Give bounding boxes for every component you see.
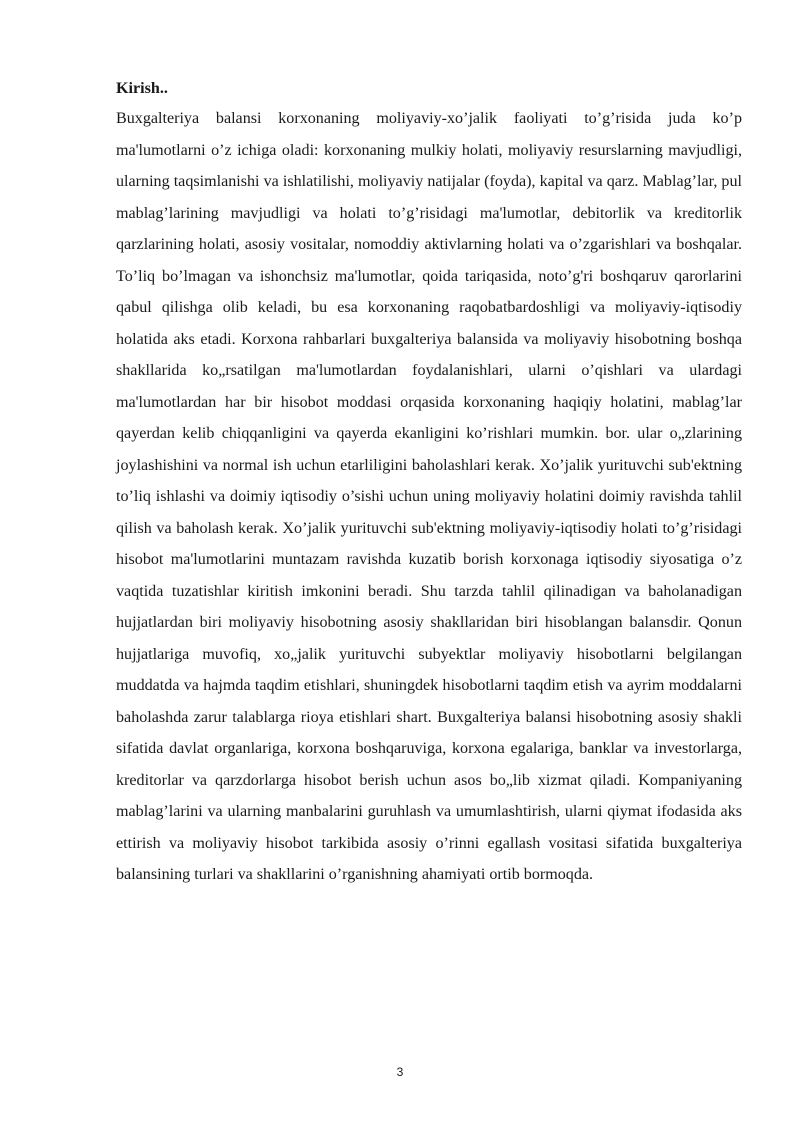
- section-heading: Kirish..: [116, 80, 168, 97]
- body-paragraph: Buxgalteriya balansi korxonaning moliyaviy-xo’jalik faoliyati to’g’risida juda ko’p ma'lumotlarni o’z ichiga oladi: korxonaning mulkiy holati, moliyaviy resurslarning mavjudligi, ularning taqsimlanishi va ishlatilishi, moliyaviy natijalar (foyda), kapital va qarz. Mablag’lar, pul mablag’larining mavjudligi va holati to’g’risidagi ma'lumotlar, debitorlik va kreditorlik qarzlarining holati, asosiy vositalar, nomoddiy aktivlarning holati va o’zgarishlari va boshqalar. To’liq bo’lmagan va ishonchsiz ma'lumotlar, qoida tariqasida, noto’g'ri boshqaruv qarorlarini qabul qilishga olib keladi, bu esa korxonaning raqobatbardoshligi va moliyaviy-iqtisodiy holatida aks etadi. Korxona rahbarlari buxgalteriya balansida va moliyaviy hisobotning boshqa shakllarida ko„rsatilgan ma'lumotlardan foydalanishlari, ularni o’qishlari va ulardagi ma'lumotlardan har bir hisobot moddasi orqasida korxonaning haqiqiy holatini, mablag’lar qayerdan kelib chiqqanligini va qayerda ekanligini ko’rishlari mumkin. bor. ular o„zlarining joylashishini va normal ish uchun etarliligini baholashlari kerak. Xo’jalik yurituvchi sub'ektning to’liq ishlashi va doimiy iqtisodiy o’sishi uchun uning moliyaviy holatini doimiy ravishda tahlil qilish va baholash kerak. Xo’jalik yurituvchi sub'ektning moliyaviy-iqtisodiy holati to’g’risidagi hisobot ma'lumotlarini muntazam ravishda kuzatib borish korxonaga iqtisodiy siyosatiga o’z vaqtida tuzatishlar kiritish imkonini beradi. Shu tarzda tahlil qilinadigan va baholanadigan hujjatlardan biri moliyaviy hisobotning asosiy shakllaridan biri hisoblangan balansdir. Qonun hujjatlariga muvofiq, xo„jalik yurituvchi subyektlar moliyaviy hisobotlarni belgilangan muddatda va hajmda taqdim etishlari, shuningdek hisobotlarni taqdim etish va ayrim moddalarni baholashda zarur talablarga rioya etishlari shart. Buxgalteriya balansi hisobotning asosiy shakli sifatida davlat organlariga, korxona boshqaruviga, korxona egalariga, banklar va investorlarga, kreditorlar va qarzdorlarga hisobot berish uchun asos bo„lib xizmat qiladi. Kompaniyaning mablag’larini va ularning manbalarini guruhlash va umumlashtirish, ularni qiymat ifodasida aks ettirish va moliyaviy hisobot tarkibida asosiy o’rinni egallash vositasi sifatida buxgalteriya balansining turlari va shakllarini o’rganishning ahamiyati ortib bormoqda.: [116, 110, 742, 883]
- page-content: [116, 76, 742, 891]
- page-number: 3: [396, 1065, 404, 1079]
